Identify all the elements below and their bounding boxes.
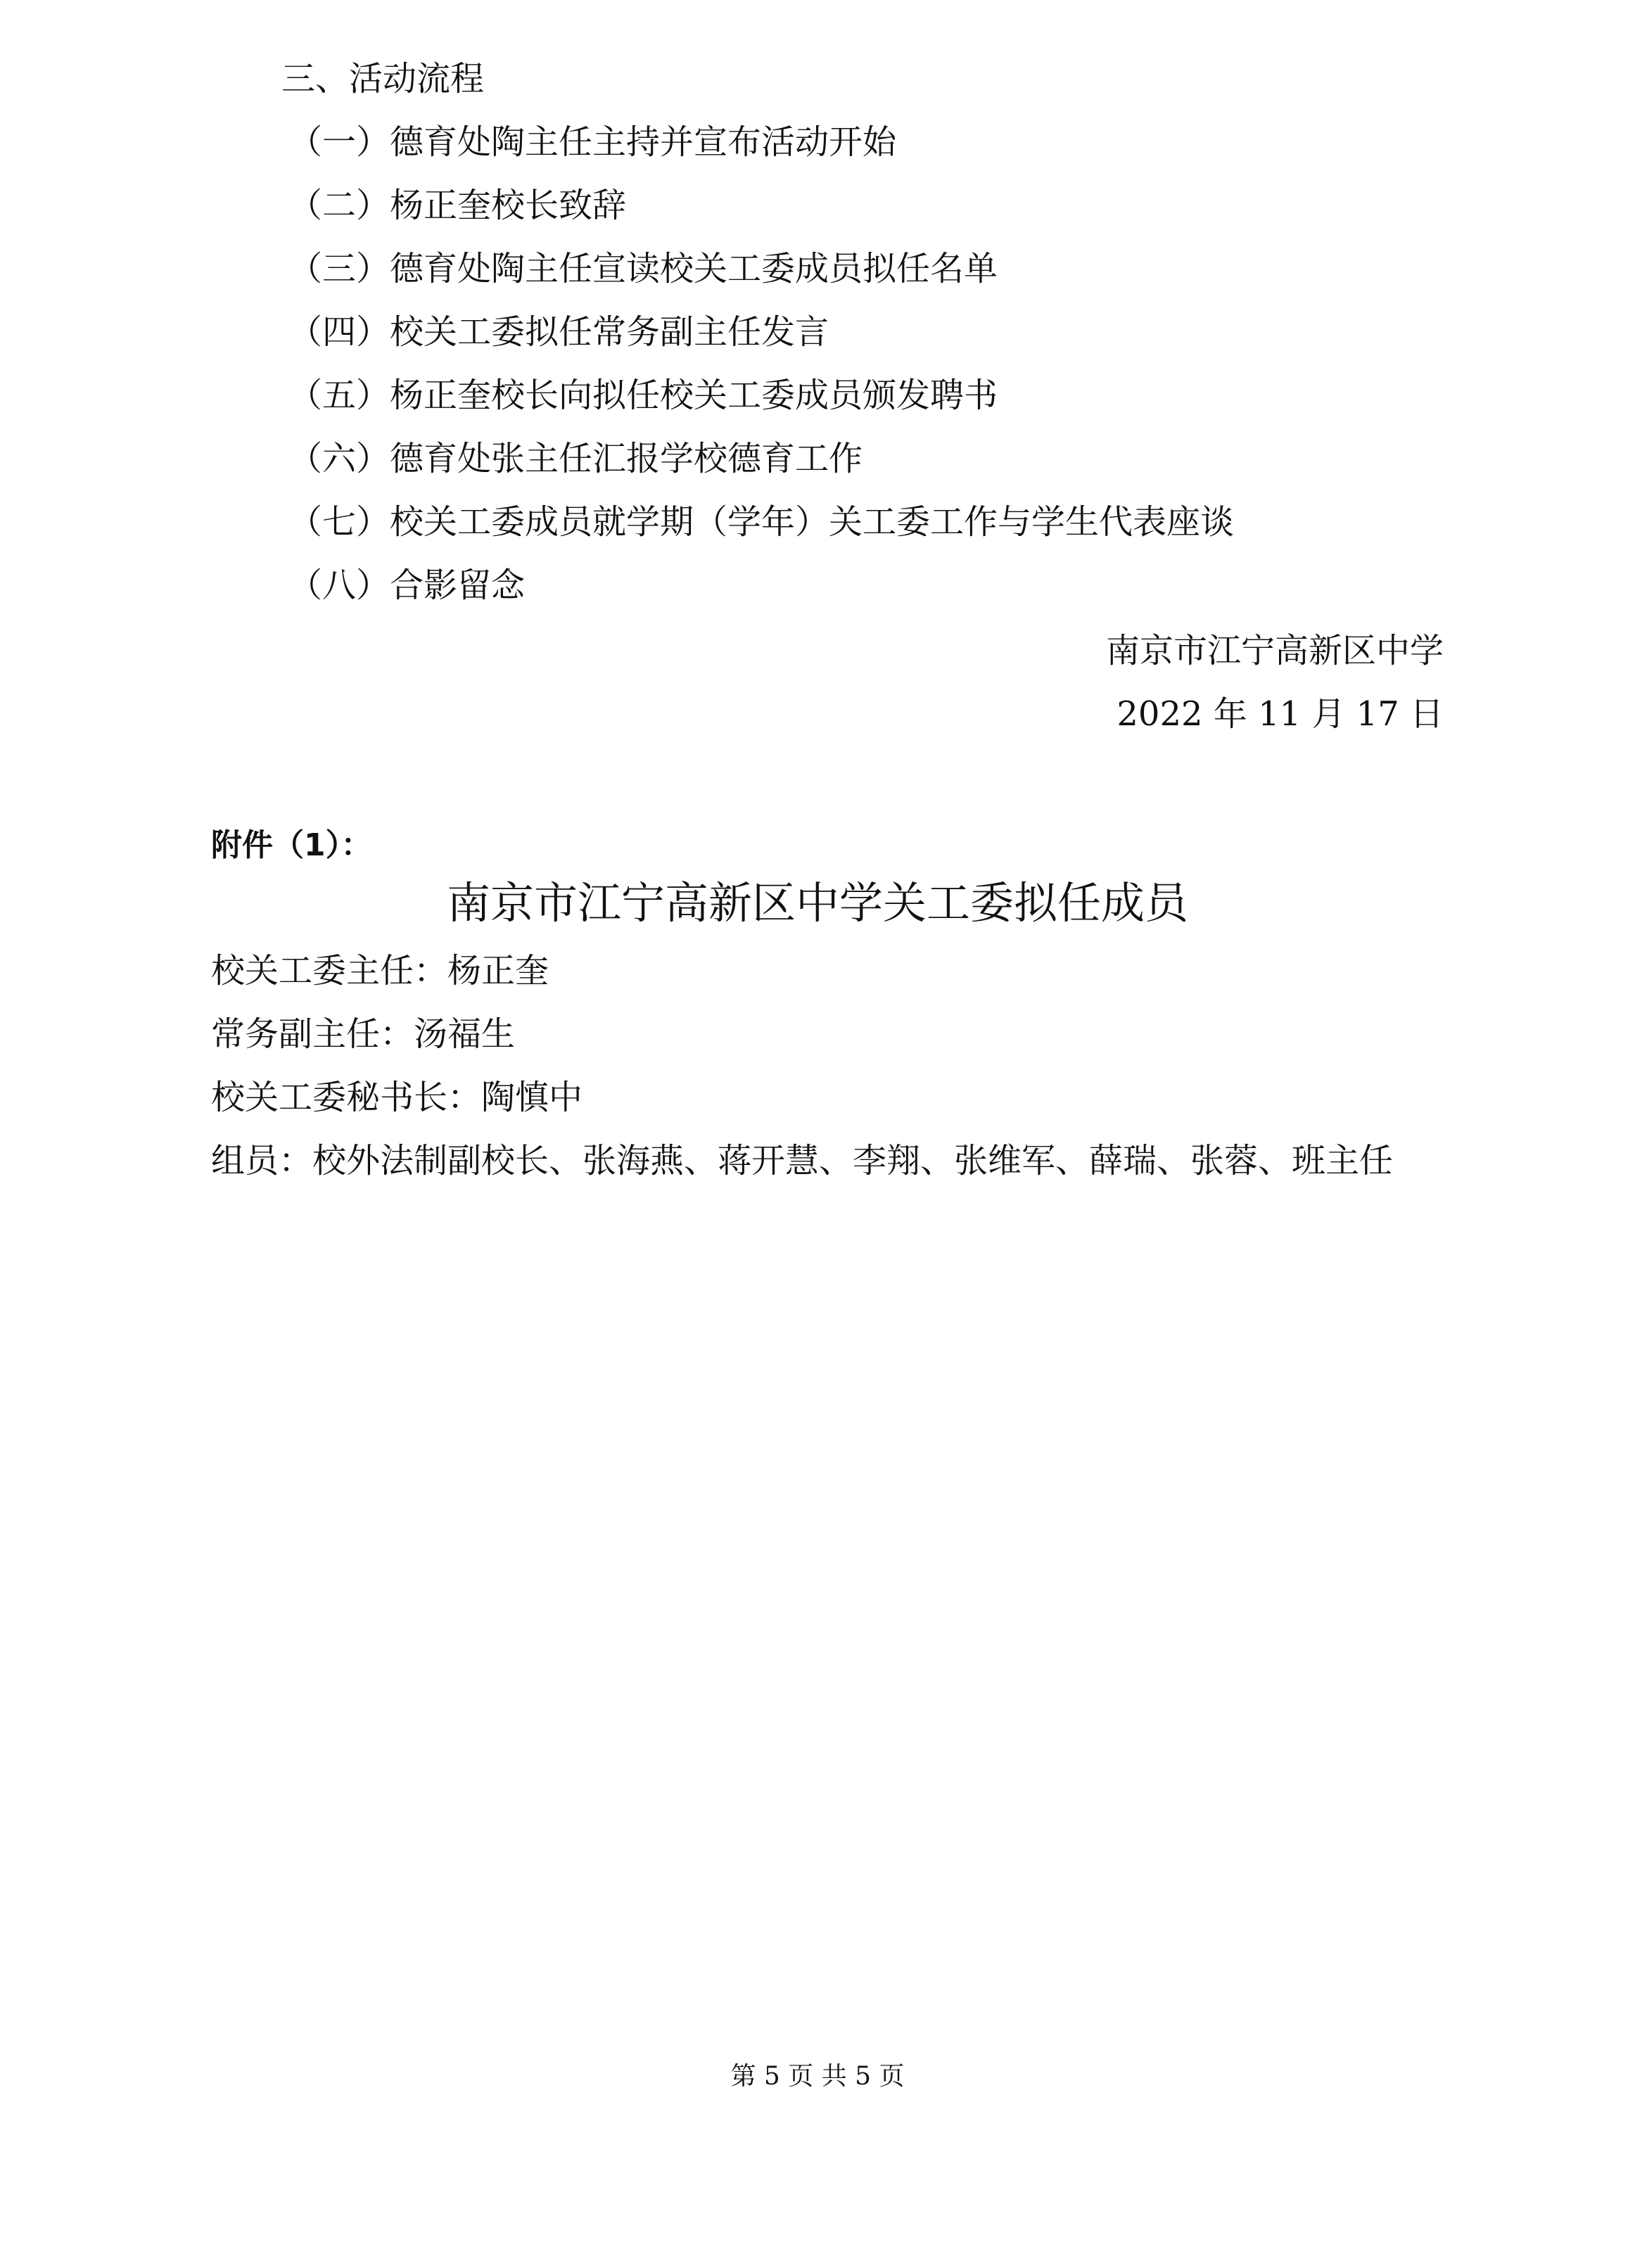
process-step-1: （一）德育处陶主任主持并宣布活动开始: [288, 122, 897, 162]
signature-date: 2022 年 11 月 17 日: [1116, 694, 1444, 734]
process-step-8: （八）合影留念: [288, 566, 526, 605]
process-step-4: （四）校关工委拟任常务副主任发言: [288, 312, 829, 352]
member-line-secretary: 校关工委秘书长：陶慎中: [211, 1078, 583, 1117]
signature-organization: 南京市江宁高新区中学: [1105, 631, 1444, 670]
process-step-7: （七）校关工委成员就学期（学年）关工委工作与学生代表座谈: [288, 502, 1235, 542]
process-step-5: （五）杨正奎校长向拟任校关工委成员颁发聘书: [288, 376, 998, 415]
attachment-label: 附件（1）：: [211, 827, 372, 863]
attachment-title: 南京市江宁高新区中学关工委拟任成员: [446, 877, 1188, 929]
member-line-group: 组员：校外法制副校长、张海燕、蒋开慧、李翔、张维军、薛瑞、张蓉、班主任: [211, 1141, 1394, 1180]
page-footer: 第 5 页 共 5 页: [730, 2062, 905, 2091]
process-step-3: （三）德育处陶主任宣读校关工委成员拟任名单: [288, 249, 998, 288]
section-heading: 三、活动流程: [281, 59, 485, 98]
member-line-deputy: 常务副主任：汤福生: [211, 1014, 516, 1054]
member-line-director: 校关工委主任：杨正奎: [211, 951, 549, 990]
process-step-2: （二）杨正奎校长致辞: [288, 186, 627, 225]
process-step-6: （六）德育处张主任汇报学校德育工作: [288, 439, 863, 478]
